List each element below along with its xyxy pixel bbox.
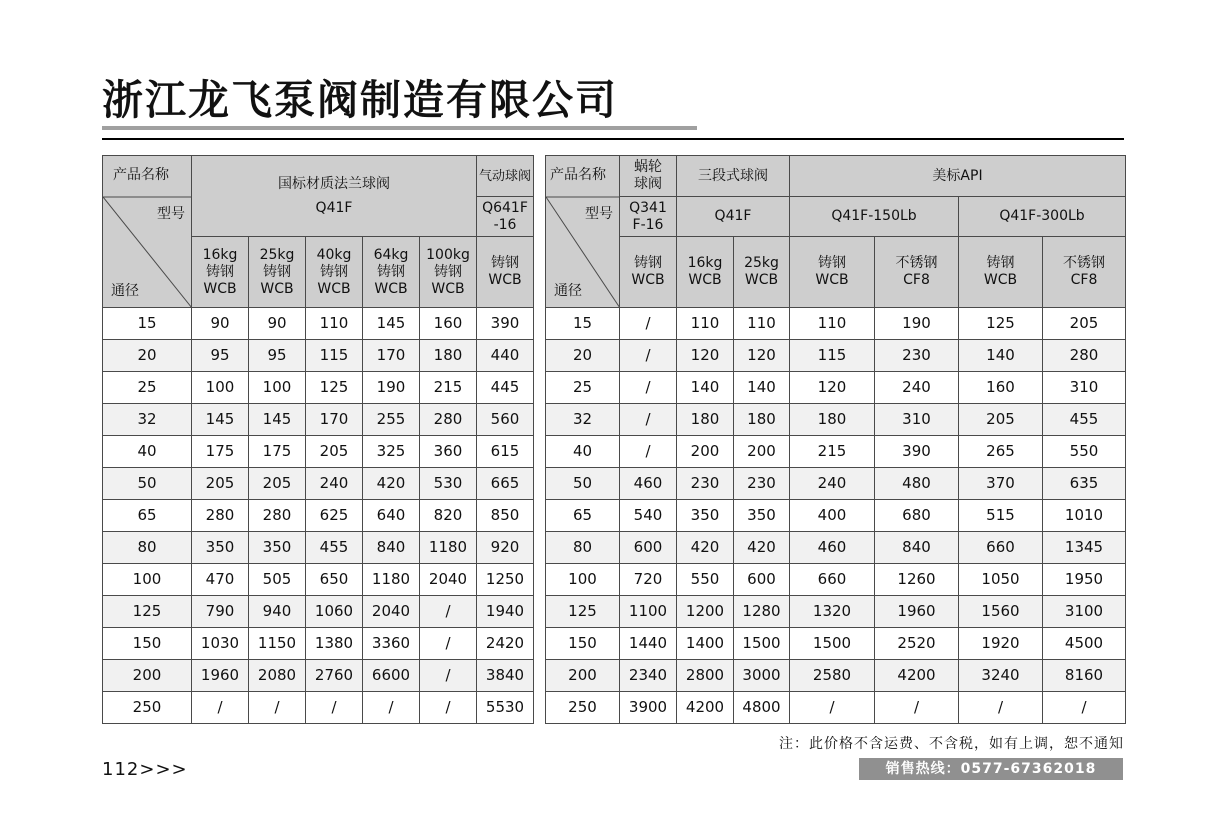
table-row xyxy=(546,660,1126,692)
price-cell: 280 xyxy=(1043,340,1126,372)
column-header: 不锈钢 CF8 xyxy=(1043,237,1126,308)
price-cell: 2420 xyxy=(477,628,534,660)
price-cell: 310 xyxy=(875,404,959,436)
price-cell: 920 xyxy=(477,532,534,564)
price-cell: 145 xyxy=(363,308,420,340)
group-header-worm: 蜗轮 球阀 xyxy=(620,156,677,197)
table-row xyxy=(546,372,1126,404)
price-cell: 230 xyxy=(734,468,790,500)
price-cell: 280 xyxy=(192,500,249,532)
price-cell: 370 xyxy=(959,468,1043,500)
table-row xyxy=(103,436,534,468)
price-cell: 820 xyxy=(420,500,477,532)
price-cell: 3000 xyxy=(734,660,790,692)
price-cell: 1500 xyxy=(790,628,875,660)
diameter-cell: 40 xyxy=(546,436,620,468)
price-cell: 480 xyxy=(875,468,959,500)
price-cell: 230 xyxy=(677,468,734,500)
group-name: 国标材质法兰球阀 xyxy=(278,176,390,192)
price-cell: 445 xyxy=(477,372,534,404)
price-cell: 1180 xyxy=(363,564,420,596)
price-cell: 1250 xyxy=(477,564,534,596)
group-header-api: 美标API xyxy=(790,156,1126,197)
price-cell: 1030 xyxy=(192,628,249,660)
price-cell: 240 xyxy=(306,468,363,500)
table-row xyxy=(546,404,1126,436)
price-cell: / xyxy=(420,596,477,628)
diameter-cell: 80 xyxy=(103,532,192,564)
diameter-cell: 65 xyxy=(103,500,192,532)
corner-product-label: 产品名称 xyxy=(550,167,606,183)
diameter-cell: 20 xyxy=(103,340,192,372)
company-title: 浙江龙飞泵阀制造有限公司 xyxy=(102,76,618,124)
price-cell: 1950 xyxy=(1043,564,1126,596)
price-cell: 110 xyxy=(677,308,734,340)
diameter-cell: 250 xyxy=(103,692,192,724)
diameter-cell: 125 xyxy=(103,596,192,628)
price-cell: 190 xyxy=(363,372,420,404)
column-header: 铸钢 WCB xyxy=(477,237,534,308)
diameter-cell: 250 xyxy=(546,692,620,724)
price-cell: 600 xyxy=(734,564,790,596)
price-cell: 455 xyxy=(306,532,363,564)
diameter-cell: 40 xyxy=(103,436,192,468)
corner-header xyxy=(546,156,620,308)
price-cell: 145 xyxy=(249,404,306,436)
price-cell: 600 xyxy=(620,532,677,564)
diameter-cell: 150 xyxy=(103,628,192,660)
price-cell: 1280 xyxy=(734,596,790,628)
price-cell: 115 xyxy=(306,340,363,372)
price-cell: 635 xyxy=(1043,468,1126,500)
price-cell: 515 xyxy=(959,500,1043,532)
price-cell: / xyxy=(620,308,677,340)
price-cell: 325 xyxy=(363,436,420,468)
price-cell: / xyxy=(420,660,477,692)
table-row xyxy=(103,308,534,340)
price-cell: 1100 xyxy=(620,596,677,628)
price-cell: 1010 xyxy=(1043,500,1126,532)
price-cell: 190 xyxy=(875,308,959,340)
price-cell: 230 xyxy=(875,340,959,372)
price-cell: / xyxy=(620,436,677,468)
diameter-cell: 15 xyxy=(103,308,192,340)
price-cell: 4500 xyxy=(1043,628,1126,660)
table-row xyxy=(103,500,534,532)
price-cell: 90 xyxy=(249,308,306,340)
price-cell: 140 xyxy=(677,372,734,404)
price-rows-right xyxy=(546,308,1126,724)
price-cell: 100 xyxy=(249,372,306,404)
price-cell: 680 xyxy=(875,500,959,532)
column-header: 100kg 铸钢 WCB xyxy=(420,237,477,308)
price-cell: 215 xyxy=(790,436,875,468)
diameter-cell: 32 xyxy=(546,404,620,436)
price-cell: 1345 xyxy=(1043,532,1126,564)
price-cell: 420 xyxy=(734,532,790,564)
price-cell: 390 xyxy=(875,436,959,468)
price-cell: 1320 xyxy=(790,596,875,628)
price-cell: 255 xyxy=(363,404,420,436)
price-cell: / xyxy=(1043,692,1126,724)
price-cell: 660 xyxy=(790,564,875,596)
price-cell: 2760 xyxy=(306,660,363,692)
price-cell: 420 xyxy=(677,532,734,564)
price-cell: 2040 xyxy=(420,564,477,596)
price-cell: / xyxy=(192,692,249,724)
corner-product-label: 产品名称 xyxy=(113,167,169,183)
diameter-cell: 20 xyxy=(546,340,620,372)
price-cell: 265 xyxy=(959,436,1043,468)
price-cell: / xyxy=(620,404,677,436)
diameter-cell: 25 xyxy=(103,372,192,404)
column-header: 铸钢 WCB xyxy=(620,237,677,308)
price-cell: 2800 xyxy=(677,660,734,692)
price-cell: / xyxy=(620,372,677,404)
price-cell: 2580 xyxy=(790,660,875,692)
price-cell: 850 xyxy=(477,500,534,532)
price-cell: 1920 xyxy=(959,628,1043,660)
price-cell: 640 xyxy=(363,500,420,532)
price-cell: 100 xyxy=(192,372,249,404)
price-cell: 90 xyxy=(192,308,249,340)
price-cell: 180 xyxy=(420,340,477,372)
diameter-cell: 65 xyxy=(546,500,620,532)
price-cell: 550 xyxy=(1043,436,1126,468)
price-cell: 350 xyxy=(192,532,249,564)
price-cell: / xyxy=(790,692,875,724)
price-cell: 440 xyxy=(477,340,534,372)
price-cell: 125 xyxy=(306,372,363,404)
page-number: 112>>> xyxy=(102,759,188,780)
price-cell: / xyxy=(875,692,959,724)
column-header: 不锈钢 CF8 xyxy=(875,237,959,308)
corner-diameter-label: 通径 xyxy=(554,283,582,299)
table-row xyxy=(546,468,1126,500)
price-cell: 625 xyxy=(306,500,363,532)
table-row xyxy=(103,372,534,404)
diameter-cell: 125 xyxy=(546,596,620,628)
price-cell: 145 xyxy=(192,404,249,436)
price-cell: 120 xyxy=(790,372,875,404)
column-header: 铸钢 WCB xyxy=(790,237,875,308)
group-model: Q41F xyxy=(315,200,353,216)
group-model-worm: Q341 F-16 xyxy=(620,197,677,237)
price-cell: 840 xyxy=(363,532,420,564)
group-model-150lb: Q41F-150Lb xyxy=(790,197,959,237)
price-cell: 420 xyxy=(363,468,420,500)
table-row xyxy=(546,500,1126,532)
price-cell: / xyxy=(420,628,477,660)
price-cell: 6600 xyxy=(363,660,420,692)
price-cell: 95 xyxy=(249,340,306,372)
price-cell: 650 xyxy=(306,564,363,596)
price-cell: 4200 xyxy=(875,660,959,692)
price-cell: 1940 xyxy=(477,596,534,628)
price-cell: 240 xyxy=(790,468,875,500)
group-model-three-piece: Q41F xyxy=(677,197,790,237)
price-cell: 3840 xyxy=(477,660,534,692)
price-cell: 120 xyxy=(677,340,734,372)
table-row xyxy=(546,436,1126,468)
price-cell: 4200 xyxy=(677,692,734,724)
price-cell: 140 xyxy=(734,372,790,404)
table-row xyxy=(546,628,1126,660)
diameter-cell: 80 xyxy=(546,532,620,564)
price-cell: 350 xyxy=(677,500,734,532)
price-table-right xyxy=(545,155,1126,724)
table-row xyxy=(103,692,534,724)
price-cell: 1380 xyxy=(306,628,363,660)
price-cell: 110 xyxy=(734,308,790,340)
price-cell: 95 xyxy=(192,340,249,372)
price-note: 注：此价格不含运费、不含税，如有上调，恕不通知 xyxy=(779,736,1124,752)
price-cell: 360 xyxy=(420,436,477,468)
price-cell: 3100 xyxy=(1043,596,1126,628)
table-row xyxy=(103,404,534,436)
price-cell: 170 xyxy=(363,340,420,372)
column-header: 64kg 铸钢 WCB xyxy=(363,237,420,308)
price-cell: 200 xyxy=(734,436,790,468)
price-cell: 205 xyxy=(249,468,306,500)
price-rows-left xyxy=(103,308,534,724)
group-model-pneumatic: Q641F -16 xyxy=(477,197,534,237)
price-cell: 350 xyxy=(734,500,790,532)
price-cell: 1400 xyxy=(677,628,734,660)
price-cell: 1500 xyxy=(734,628,790,660)
price-cell: 460 xyxy=(790,532,875,564)
price-cell: 205 xyxy=(306,436,363,468)
table-row xyxy=(103,468,534,500)
price-cell: 1180 xyxy=(420,532,477,564)
corner-header xyxy=(103,156,192,308)
price-cell: 240 xyxy=(875,372,959,404)
group-model-300lb: Q41F-300Lb xyxy=(959,197,1126,237)
price-cell: 560 xyxy=(477,404,534,436)
column-header: 25kg WCB xyxy=(734,237,790,308)
price-cell: 215 xyxy=(420,372,477,404)
diameter-cell: 100 xyxy=(103,564,192,596)
price-cell: 280 xyxy=(420,404,477,436)
price-cell: 4800 xyxy=(734,692,790,724)
price-cell: 665 xyxy=(477,468,534,500)
price-cell: 175 xyxy=(192,436,249,468)
price-cell: 790 xyxy=(192,596,249,628)
price-cell: 1440 xyxy=(620,628,677,660)
price-cell: 720 xyxy=(620,564,677,596)
price-cell: 160 xyxy=(959,372,1043,404)
price-cell: 205 xyxy=(1043,308,1126,340)
price-cell: 175 xyxy=(249,436,306,468)
price-cell: 140 xyxy=(959,340,1043,372)
table-row xyxy=(103,628,534,660)
price-cell: 1150 xyxy=(249,628,306,660)
price-cell: 180 xyxy=(734,404,790,436)
column-header: 16kg WCB xyxy=(677,237,734,308)
price-cell: 115 xyxy=(790,340,875,372)
column-header: 25kg 铸钢 WCB xyxy=(249,237,306,308)
price-cell: 350 xyxy=(249,532,306,564)
table-row xyxy=(546,308,1126,340)
price-cell: 2040 xyxy=(363,596,420,628)
price-cell: 310 xyxy=(1043,372,1126,404)
price-cell: 660 xyxy=(959,532,1043,564)
table-row xyxy=(546,340,1126,372)
price-cell: 1960 xyxy=(192,660,249,692)
diameter-cell: 50 xyxy=(103,468,192,500)
price-cell: 170 xyxy=(306,404,363,436)
table-row xyxy=(103,596,534,628)
price-cell: 2080 xyxy=(249,660,306,692)
price-cell: 550 xyxy=(677,564,734,596)
price-cell: / xyxy=(249,692,306,724)
price-cell: 540 xyxy=(620,500,677,532)
price-cell: 205 xyxy=(192,468,249,500)
price-cell: 180 xyxy=(790,404,875,436)
price-cell: 460 xyxy=(620,468,677,500)
price-cell: 1560 xyxy=(959,596,1043,628)
diameter-cell: 15 xyxy=(546,308,620,340)
price-cell: 615 xyxy=(477,436,534,468)
price-cell: 3360 xyxy=(363,628,420,660)
price-cell: 2520 xyxy=(875,628,959,660)
column-header: 铸钢 WCB xyxy=(959,237,1043,308)
header-rule xyxy=(102,138,1124,140)
diameter-cell: 100 xyxy=(546,564,620,596)
corner-model-label: 型号 xyxy=(157,206,185,222)
price-cell: 1960 xyxy=(875,596,959,628)
price-cell: 1260 xyxy=(875,564,959,596)
table-row xyxy=(546,692,1126,724)
price-cell: 180 xyxy=(677,404,734,436)
sales-hotline: 销售热线：0577-67362018 xyxy=(859,758,1123,780)
price-table-left xyxy=(102,155,534,724)
price-cell: 390 xyxy=(477,308,534,340)
price-cell: 1050 xyxy=(959,564,1043,596)
price-cell: 1060 xyxy=(306,596,363,628)
group-header-pneumatic: 气动球阀 xyxy=(477,156,534,197)
price-cell: 940 xyxy=(249,596,306,628)
price-cell: 3240 xyxy=(959,660,1043,692)
price-cell: 5530 xyxy=(477,692,534,724)
table-row xyxy=(103,532,534,564)
group-header-three-piece: 三段式球阀 xyxy=(677,156,790,197)
price-cell: 400 xyxy=(790,500,875,532)
column-header: 40kg 铸钢 WCB xyxy=(306,237,363,308)
diameter-cell: 200 xyxy=(546,660,620,692)
price-cell: / xyxy=(959,692,1043,724)
price-cell: 505 xyxy=(249,564,306,596)
price-cell: 470 xyxy=(192,564,249,596)
price-cell: 3900 xyxy=(620,692,677,724)
price-cell: 2340 xyxy=(620,660,677,692)
price-cell: 840 xyxy=(875,532,959,564)
price-cell: 205 xyxy=(959,404,1043,436)
price-cell: 110 xyxy=(790,308,875,340)
table-row xyxy=(546,564,1126,596)
corner-diameter-label: 通径 xyxy=(111,283,139,299)
price-cell: 280 xyxy=(249,500,306,532)
price-cell: 8160 xyxy=(1043,660,1126,692)
price-cell: 1200 xyxy=(677,596,734,628)
diameter-cell: 32 xyxy=(103,404,192,436)
table-row xyxy=(546,596,1126,628)
price-cell: / xyxy=(620,340,677,372)
diameter-cell: 50 xyxy=(546,468,620,500)
price-cell: / xyxy=(306,692,363,724)
table-row xyxy=(546,532,1126,564)
price-cell: / xyxy=(420,692,477,724)
price-cell: 120 xyxy=(734,340,790,372)
table-row xyxy=(103,660,534,692)
table-row xyxy=(103,564,534,596)
corner-model-label: 型号 xyxy=(585,206,613,222)
price-cell: 160 xyxy=(420,308,477,340)
group-header-national xyxy=(192,156,477,237)
price-cell: 200 xyxy=(677,436,734,468)
column-header: 16kg 铸钢 WCB xyxy=(192,237,249,308)
price-cell: / xyxy=(363,692,420,724)
table-row xyxy=(103,340,534,372)
price-cell: 110 xyxy=(306,308,363,340)
price-cell: 125 xyxy=(959,308,1043,340)
price-cell: 455 xyxy=(1043,404,1126,436)
diameter-cell: 200 xyxy=(103,660,192,692)
diameter-cell: 150 xyxy=(546,628,620,660)
diameter-cell: 25 xyxy=(546,372,620,404)
price-cell: 530 xyxy=(420,468,477,500)
title-underline xyxy=(102,126,697,130)
